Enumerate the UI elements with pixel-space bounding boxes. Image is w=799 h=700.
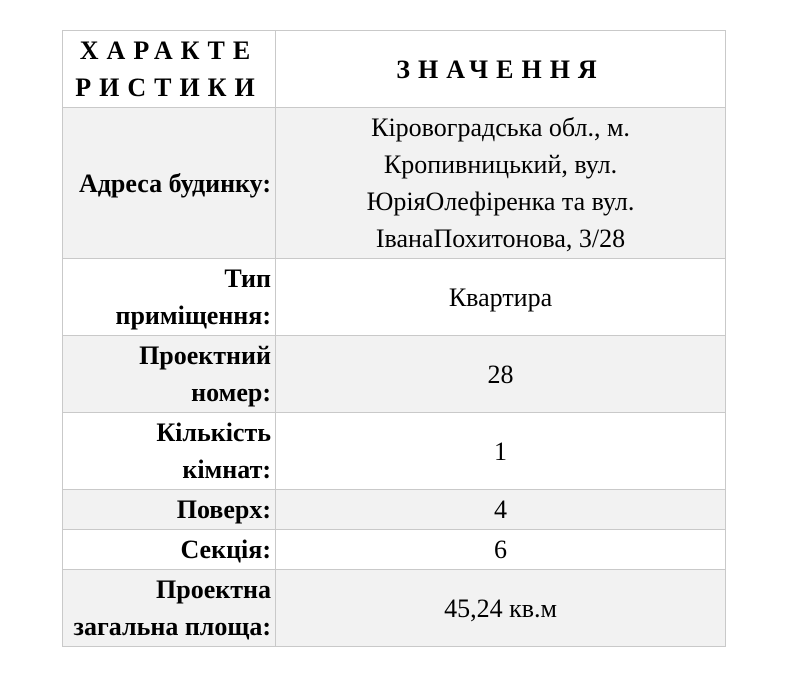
row-value	[276, 336, 726, 413]
row-value-text: Квартира	[448, 282, 553, 312]
row-value	[276, 490, 726, 530]
apartment-characteristics-table-wrap	[62, 30, 725, 647]
row-value	[276, 570, 726, 647]
header-value: ЗНАЧЕННЯ	[276, 31, 726, 108]
row-value-text: 45,24 кв.м	[444, 593, 557, 623]
row-value-text: 6	[494, 535, 507, 564]
row-value-text: 4	[494, 495, 507, 524]
row-total-area	[63, 570, 726, 647]
row-room-count	[63, 413, 726, 490]
row-label: Адреса будинку:	[63, 108, 276, 259]
row-value	[276, 530, 726, 570]
header-characteristics: ХАРАКТЕ РИСТИКИ	[63, 31, 276, 108]
row-project-number	[63, 336, 726, 413]
row-label: Проектна загальна площа:	[63, 570, 276, 647]
header-row	[63, 31, 726, 108]
row-value	[276, 108, 726, 259]
row-floor	[63, 490, 726, 530]
row-label: Тип приміщення:	[63, 259, 276, 336]
row-value	[276, 413, 726, 490]
apartment-characteristics-table	[62, 30, 726, 647]
row-section	[63, 530, 726, 570]
row-label: Секція:	[63, 530, 276, 570]
row-address	[63, 108, 726, 259]
row-label: Кількість кімнат:	[63, 413, 276, 490]
row-premises-type	[63, 259, 726, 336]
row-value-text: 1	[494, 436, 507, 466]
row-label: Проектний номер:	[63, 336, 276, 413]
row-value	[276, 259, 726, 336]
row-value-text: Кіровоградська обл., м. Кропивницький, вул. ЮріяОлефіренка та вул. ІванаПохитонова, 3/28	[366, 113, 635, 253]
row-label: Поверх:	[63, 490, 276, 530]
row-value-text: 28	[487, 359, 514, 389]
